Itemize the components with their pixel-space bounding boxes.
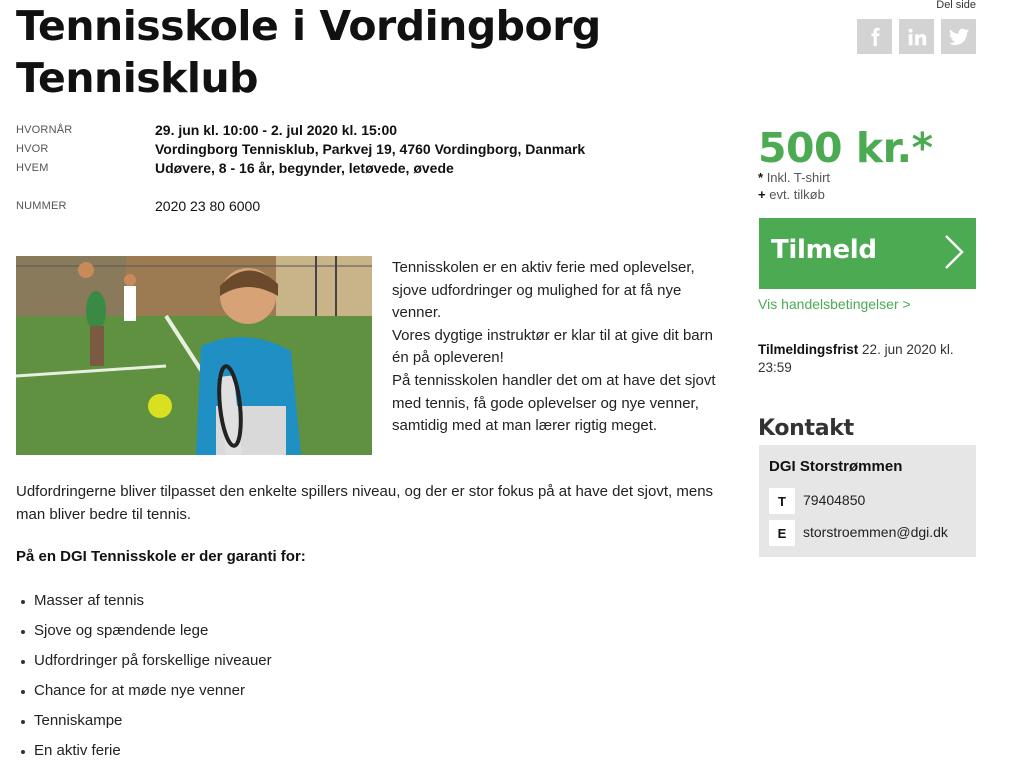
guarantee-list	[16, 590, 272, 763]
signup-label: Tilmeld	[771, 235, 877, 265]
contact-phone-row[interactable]	[769, 488, 969, 514]
email-tag: E	[769, 520, 795, 546]
facebook-icon	[864, 26, 886, 48]
page-title	[16, 0, 716, 104]
terms-link[interactable]: Vis handelsbetingelser >	[758, 296, 911, 312]
price-note-tshirt-text: Inkl. T-shirt	[766, 170, 831, 185]
meta-number-label: NUMMER	[16, 200, 67, 212]
contact-heading: Kontakt	[758, 416, 854, 441]
intro-paragraph-1: Tennisskolen er en aktiv ferie med oplevelser, sjove udfordringer og mulighed for at få nye venner.	[392, 259, 695, 322]
page-title-line-2: Tennisklub	[16, 54, 259, 102]
deadline-label: Tilmeldingsfrist	[758, 342, 859, 357]
list-item: Masser af tennis	[16, 590, 272, 620]
twitter-icon	[948, 26, 970, 48]
contact-phone[interactable]: 79404850	[803, 492, 866, 508]
guarantee-heading: På en DGI Tennisskole er der garanti for:	[16, 548, 306, 565]
list-item: Tenniskampe	[16, 710, 272, 740]
intro-text	[392, 257, 727, 438]
linkedin-share-button[interactable]	[899, 19, 934, 54]
list-item: En aktiv ferie	[16, 740, 272, 763]
meta-when-value: 29. jun kl. 10:00 - 2. jul 2020 kl. 15:00	[155, 122, 398, 138]
linkedin-icon	[906, 26, 928, 48]
list-item: Sjove og spændende lege	[16, 620, 272, 650]
intro-paragraph-3: På tennisskolen handler det om at have det sjovt med tennis, få gode oplevelser og nye venner, samtidig med at man lærer rigtig meget.	[392, 371, 716, 435]
price-note-extras-text: evt. tilkøb	[769, 187, 825, 202]
list-item: Udfordringer på forskellige niveauer	[16, 650, 272, 680]
facebook-share-button[interactable]	[857, 19, 892, 54]
price-note-extras	[758, 187, 825, 202]
twitter-share-button[interactable]	[941, 19, 976, 54]
body-paragraph: Udfordringerne bliver tilpasset den enkelte spillers niveau, og der er stor fokus på at have det sjovt, mens man bliver bedre til tennis.	[16, 483, 714, 523]
meta-where-value: Vordingborg Tennisklub, Parkvej 19, 4760 Vordingborg, Danmark	[155, 141, 586, 157]
contact-org: DGI Storstrømmen	[769, 458, 903, 475]
page-title-line-1: Tennisskole i Vordingborg	[16, 2, 601, 50]
meta-number-value: 2020 23 80 6000	[155, 198, 261, 214]
deadline-value: 22. jun 2020 kl. 23:59	[758, 342, 954, 375]
meta-where-label: HVOR	[16, 143, 49, 155]
intro-paragraph-2: Vores dygtige instruktør er klar til at give dit barn én på opleveren!	[392, 326, 713, 367]
meta-when-label: HVORNÅR	[16, 124, 73, 136]
meta-who-label: HVEM	[16, 162, 49, 174]
phone-tag: T	[769, 488, 795, 514]
list-item: Chance for at møde nye venner	[16, 680, 272, 710]
signup-button[interactable]	[759, 218, 976, 289]
chevron-right-icon	[942, 234, 966, 270]
event-photo	[16, 256, 372, 455]
price-amount: 500 kr.*	[758, 124, 933, 172]
contact-card	[759, 445, 976, 557]
price-note-tshirt	[758, 170, 830, 185]
price-note-extras-mark: +	[758, 187, 766, 202]
contact-email[interactable]: storstroemmen@dgi.dk	[803, 524, 948, 540]
signup-deadline	[758, 341, 973, 377]
share-label: Del side	[936, 0, 976, 11]
tennis-photo-illustration	[16, 256, 372, 455]
meta-who-value: Udøvere, 8 - 16 år, begynder, letøvede, øvede	[155, 160, 454, 176]
price-note-tshirt-mark: *	[758, 170, 764, 185]
contact-email-row[interactable]	[769, 520, 969, 546]
